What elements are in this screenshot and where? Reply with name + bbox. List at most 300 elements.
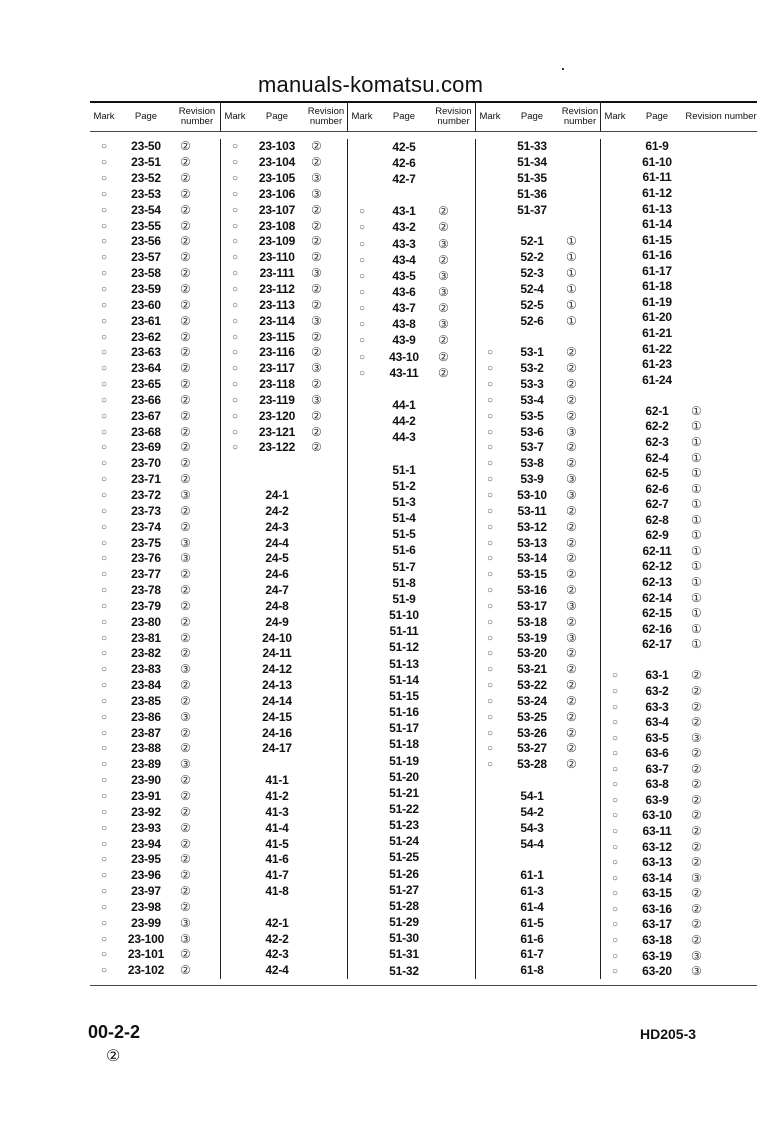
table-row — [601, 886, 757, 902]
table-row — [348, 769, 475, 785]
blank-row — [476, 218, 600, 234]
page-cell: 41-1 — [265, 773, 289, 788]
page-cell: 53-21 — [517, 662, 547, 677]
table-row — [90, 630, 220, 646]
column-group — [475, 139, 600, 979]
table-row — [90, 915, 220, 931]
table-row — [348, 753, 475, 769]
page-cell: 53-16 — [517, 583, 547, 598]
blank-row — [348, 187, 475, 203]
page-cell: 23-76 — [131, 551, 161, 566]
revision-cell: ② — [566, 535, 577, 550]
table-row — [601, 590, 757, 606]
scan-speck — [562, 68, 564, 70]
page-cell: 52-4 — [520, 282, 544, 297]
page-cell: 61-15 — [642, 232, 672, 247]
page-cell: 23-84 — [131, 678, 161, 693]
page-cell: 51-25 — [389, 850, 419, 865]
revision-cell: ③ — [311, 186, 322, 201]
table-row — [601, 699, 757, 715]
table-row — [221, 741, 347, 757]
table-row — [601, 279, 757, 295]
page-cell: 23-107 — [258, 202, 296, 217]
page-cell: 23-87 — [131, 725, 161, 740]
page-cell: 54-1 — [520, 789, 544, 804]
page-cell: 24-7 — [265, 583, 289, 598]
table-row — [90, 931, 220, 947]
mark-circle-icon: ○ — [486, 648, 494, 660]
mark-circle-icon: ○ — [231, 331, 239, 343]
model-name: HD205-3 — [640, 1026, 697, 1042]
revision-cell: ② — [566, 693, 577, 708]
page-cell: 23-114 — [259, 313, 295, 328]
page-cell: 51-36 — [517, 186, 547, 201]
page-cell: 23-74 — [131, 519, 161, 534]
table-row — [90, 646, 220, 662]
table-row — [476, 583, 600, 599]
page-cell: 23-66 — [131, 392, 161, 407]
table-row — [221, 773, 347, 789]
table-row — [90, 472, 220, 488]
revision-cell: ② — [691, 886, 702, 901]
mark-circle-icon: ○ — [358, 222, 366, 234]
table-row — [348, 543, 475, 559]
table-row — [90, 488, 220, 504]
revision-cell: ② — [180, 725, 191, 740]
page-cell: 43-6 — [392, 284, 416, 299]
page-cell: 61-19 — [642, 294, 672, 309]
revision-cell: ③ — [180, 662, 191, 677]
revision-cell: ② — [180, 836, 191, 851]
table-row — [221, 820, 347, 836]
table-row — [476, 488, 600, 504]
page-cell: 23-69 — [131, 440, 161, 455]
page-cell: 53-10 — [517, 487, 547, 502]
table-row — [601, 404, 757, 420]
page-cell: 61-5 — [520, 915, 544, 930]
table-row — [601, 964, 757, 979]
page-cell: 24-4 — [265, 535, 289, 550]
revision-cell: ② — [180, 218, 191, 233]
page-cell: 23-65 — [131, 377, 161, 392]
blank-row — [476, 329, 600, 345]
revision-cell: ③ — [180, 915, 191, 930]
page-cell: 61-21 — [642, 326, 672, 341]
page-cell: 63-19 — [642, 948, 672, 963]
revision-cell: ② — [438, 349, 449, 364]
table-row — [348, 704, 475, 720]
revision-cell: ② — [438, 204, 449, 219]
page-cell: 61-8 — [520, 963, 544, 978]
table-row — [221, 377, 347, 393]
revision-cell: ② — [180, 899, 191, 914]
revision-cell: ① — [691, 575, 702, 590]
page-cell: 23-115 — [259, 329, 295, 344]
table-row — [221, 567, 347, 583]
mark-circle-icon: ○ — [231, 157, 239, 169]
revision-cell: ② — [566, 678, 577, 693]
revision-cell: ① — [691, 621, 702, 636]
page-cell: 63-10 — [642, 808, 672, 823]
mark-circle-icon: ○ — [486, 394, 494, 406]
table-row — [476, 709, 600, 725]
revision-cell: ② — [566, 345, 577, 360]
revision-cell: ② — [438, 252, 449, 267]
table-row — [476, 614, 600, 630]
table-row — [90, 852, 220, 868]
page-cell: 63-5 — [645, 730, 669, 745]
page-cell: 23-51 — [131, 155, 161, 170]
table-row — [476, 678, 600, 694]
revision-cell: ③ — [311, 171, 322, 186]
page-cell: 51-27 — [389, 882, 419, 897]
table-row — [221, 583, 347, 599]
page-cell: 23-104 — [258, 155, 296, 170]
mark-circle-icon: ○ — [486, 458, 494, 470]
revision-cell: ② — [691, 761, 702, 776]
table-row — [90, 250, 220, 266]
revision-cell: ② — [311, 408, 322, 423]
table-row — [90, 282, 220, 298]
table-row — [601, 824, 757, 840]
table-row — [221, 614, 347, 630]
mark-circle-icon: ○ — [100, 949, 108, 961]
page-cell: 23-101 — [127, 947, 165, 962]
table-row — [476, 662, 600, 678]
table-row — [90, 139, 220, 155]
table-row — [476, 820, 600, 836]
blank-row — [348, 446, 475, 462]
table-row — [476, 804, 600, 820]
column-group — [90, 139, 220, 979]
page-cell: 44-1 — [392, 398, 416, 413]
revision-cell: ② — [180, 202, 191, 217]
revision-cell: ② — [180, 598, 191, 613]
page-cell: 51-29 — [389, 915, 419, 930]
page-cell: 51-35 — [517, 171, 547, 186]
header-revision: Revision number — [561, 106, 599, 127]
mark-circle-icon: ○ — [100, 648, 108, 660]
table-row — [601, 341, 757, 357]
page-cell: 41-4 — [265, 820, 289, 835]
table-row — [348, 688, 475, 704]
revision-cell: ② — [691, 839, 702, 854]
mark-circle-icon: ○ — [486, 347, 494, 359]
table-row — [601, 295, 757, 311]
table-row — [221, 646, 347, 662]
revision-cell: ① — [691, 528, 702, 543]
revision-cell: ② — [566, 709, 577, 724]
mark-circle-icon: ○ — [100, 347, 108, 359]
table-row — [221, 250, 347, 266]
page-cell: 23-59 — [131, 282, 161, 297]
table-row — [476, 377, 600, 393]
page-cell: 44-2 — [392, 414, 416, 429]
page-cell: 23-58 — [131, 266, 161, 281]
revision-cell: ② — [180, 852, 191, 867]
page-cell: 61-9 — [645, 139, 669, 154]
table-row — [90, 503, 220, 519]
page-cell: 23-98 — [131, 899, 161, 914]
page-cell: 23-102 — [127, 963, 165, 978]
revision-cell: ① — [691, 559, 702, 574]
page-cell: 51-24 — [389, 834, 419, 849]
mark-circle-icon: ○ — [231, 347, 239, 359]
revision-cell: ② — [311, 250, 322, 265]
table-row — [90, 551, 220, 567]
page-cell: 23-88 — [131, 741, 161, 756]
table-row — [476, 503, 600, 519]
table-row — [221, 963, 347, 979]
mark-circle-icon: ○ — [100, 363, 108, 375]
page-cell: 51-22 — [389, 801, 419, 816]
blank-row — [476, 773, 600, 789]
page-cell: 53-27 — [517, 741, 547, 756]
revision-cell: ② — [311, 424, 322, 439]
table-row — [348, 494, 475, 510]
page-cell: 23-93 — [131, 820, 161, 835]
page-cell: 23-56 — [131, 234, 161, 249]
revision-cell: ① — [691, 637, 702, 652]
table-row — [90, 678, 220, 694]
blank-row — [601, 653, 757, 669]
table-row — [601, 606, 757, 622]
page-cell: 24-6 — [265, 567, 289, 582]
table-row — [476, 646, 600, 662]
revision-cell: ③ — [438, 284, 449, 299]
page-cell: 23-62 — [131, 329, 161, 344]
revision-cell: ③ — [566, 487, 577, 502]
page-cell: 53-26 — [517, 725, 547, 740]
page-cell: 23-79 — [131, 598, 161, 613]
mark-circle-icon: ○ — [100, 569, 108, 581]
table-row — [601, 232, 757, 248]
mark-circle-icon: ○ — [486, 727, 494, 739]
revision-cell: ② — [180, 472, 191, 487]
table-row — [348, 204, 475, 220]
page-cell: 53-15 — [517, 567, 547, 582]
table-row — [601, 559, 757, 575]
mark-circle-icon: ○ — [231, 442, 239, 454]
page-cell: 51-23 — [389, 818, 419, 833]
mark-circle-icon: ○ — [100, 220, 108, 232]
page-cell: 63-14 — [642, 870, 672, 885]
table-row — [476, 567, 600, 583]
table-row — [221, 931, 347, 947]
mark-circle-icon: ○ — [100, 236, 108, 248]
table-row — [90, 519, 220, 535]
table-row — [221, 155, 347, 171]
revision-cell: ② — [180, 868, 191, 883]
page-cell: 62-5 — [645, 466, 669, 481]
page-cell: 23-118 — [259, 377, 295, 392]
page-cell: 23-116 — [259, 345, 295, 360]
table-row — [601, 419, 757, 435]
table-row — [221, 187, 347, 203]
table-row — [90, 155, 220, 171]
revision-cell: ② — [180, 297, 191, 312]
page-cell: 23-50 — [131, 139, 161, 154]
page-cell: 63-20 — [642, 964, 672, 979]
page-cell: 53-2 — [520, 361, 544, 376]
table-row — [221, 424, 347, 440]
revision-cell: ② — [566, 456, 577, 471]
page-cell: 23-120 — [258, 408, 296, 423]
revision-cell: ② — [180, 171, 191, 186]
table-row — [348, 931, 475, 947]
table-row — [476, 789, 600, 805]
table-row — [476, 551, 600, 567]
page-cell: 63-16 — [642, 901, 672, 916]
revision-cell: ② — [180, 614, 191, 629]
table-row — [476, 313, 600, 329]
revision-cell: ② — [311, 155, 322, 170]
page-cell: 53-8 — [520, 456, 544, 471]
page-cell: 23-94 — [131, 836, 161, 851]
revision-cell: ③ — [180, 487, 191, 502]
mark-circle-icon: ○ — [358, 238, 366, 250]
mark-circle-icon: ○ — [100, 442, 108, 454]
revision-cell: ② — [691, 668, 702, 683]
table-row — [601, 186, 757, 202]
revision-cell: ② — [180, 741, 191, 756]
table-row — [221, 915, 347, 931]
table-row — [348, 365, 475, 381]
revision-cell: ② — [180, 377, 191, 392]
table-row — [221, 488, 347, 504]
table-row — [476, 234, 600, 250]
table-row — [90, 662, 220, 678]
table-row — [348, 850, 475, 866]
page-cell: 23-80 — [131, 614, 161, 629]
table-row — [90, 345, 220, 361]
mark-circle-icon: ○ — [100, 410, 108, 422]
mark-circle-icon: ○ — [486, 474, 494, 486]
table-row — [476, 598, 600, 614]
page-cell: 23-70 — [131, 456, 161, 471]
page-cell: 51-2 — [392, 478, 416, 493]
table-row — [348, 898, 475, 914]
page-cell: 23-100 — [127, 931, 165, 946]
table-row — [476, 393, 600, 409]
table-row — [601, 808, 757, 824]
mark-circle-icon: ○ — [358, 286, 366, 298]
table-row — [221, 266, 347, 282]
page-cell: 42-4 — [265, 963, 289, 978]
page-cell: 51-17 — [389, 721, 419, 736]
blank-row — [221, 757, 347, 773]
page-cell: 62-7 — [645, 497, 669, 512]
revision-cell: ② — [691, 746, 702, 761]
revision-cell: ① — [691, 512, 702, 527]
page-cell: 51-6 — [392, 543, 416, 558]
table-row — [601, 466, 757, 482]
page-cell: 63-18 — [642, 932, 672, 947]
page-cell: 23-52 — [131, 171, 161, 186]
revision-cell: ② — [566, 741, 577, 756]
table-row — [476, 361, 600, 377]
revision-cell: ② — [180, 804, 191, 819]
blank-row — [348, 381, 475, 397]
table-row — [601, 730, 757, 746]
page-cell: 51-18 — [389, 737, 419, 752]
page-cell: 62-12 — [642, 559, 672, 574]
revision-cell: ③ — [438, 236, 449, 251]
revision-cell: ③ — [180, 757, 191, 772]
table-row — [348, 608, 475, 624]
page-cell: 61-13 — [642, 201, 672, 216]
table-row — [221, 804, 347, 820]
table-row — [476, 408, 600, 424]
page-cell: 24-13 — [262, 678, 292, 693]
page-cell: 62-13 — [642, 575, 672, 590]
table-row — [348, 591, 475, 607]
table-row — [221, 947, 347, 963]
table-row — [601, 762, 757, 778]
mark-circle-icon: ○ — [231, 173, 239, 185]
mark-circle-icon: ○ — [358, 335, 366, 347]
page-cell: 23-99 — [131, 915, 161, 930]
table-row — [348, 478, 475, 494]
table-row — [348, 575, 475, 591]
mark-circle-icon: ○ — [486, 537, 494, 549]
table-row — [221, 725, 347, 741]
table-row — [90, 329, 220, 345]
mark-circle-icon: ○ — [100, 585, 108, 597]
revision-cell: ② — [311, 139, 322, 154]
table-row — [348, 785, 475, 801]
mark-circle-icon: ○ — [231, 379, 239, 391]
page-cell: 54-2 — [520, 804, 544, 819]
page-cell: 61-12 — [642, 185, 672, 200]
page-cell: 62-2 — [645, 419, 669, 434]
header-page: Page — [265, 111, 289, 122]
page-cell: 51-30 — [389, 931, 419, 946]
table-row — [476, 171, 600, 187]
table-row — [348, 268, 475, 284]
page-cell: 24-11 — [262, 646, 292, 661]
revision-cell: ③ — [311, 392, 322, 407]
page-cell: 24-1 — [265, 487, 289, 502]
revision-cell: ② — [566, 614, 577, 629]
table-row — [90, 202, 220, 218]
table-row — [601, 481, 757, 497]
page-cell: 23-103 — [258, 139, 296, 154]
table-row — [221, 709, 347, 725]
revision-cell: ① — [691, 450, 702, 465]
page-cell: 53-3 — [520, 377, 544, 392]
page-cell: 51-32 — [389, 963, 419, 978]
page-cell: 53-14 — [517, 551, 547, 566]
table-row — [476, 266, 600, 282]
mark-circle-icon: ○ — [358, 206, 366, 218]
page-cell: 61-7 — [520, 947, 544, 962]
revision-cell: ② — [311, 329, 322, 344]
table-row — [90, 836, 220, 852]
page-cell: 61-23 — [642, 357, 672, 372]
blank-row — [601, 388, 757, 404]
table-row — [348, 171, 475, 187]
page-cell: 43-3 — [392, 236, 416, 251]
table-row — [601, 450, 757, 466]
revision-cell: ② — [180, 693, 191, 708]
mark-circle-icon: ○ — [100, 822, 108, 834]
table-row — [348, 317, 475, 333]
revision-cell: ② — [180, 361, 191, 376]
revision-cell: ② — [691, 683, 702, 698]
mark-circle-icon: ○ — [231, 426, 239, 438]
page-cell: 51-28 — [389, 898, 419, 913]
